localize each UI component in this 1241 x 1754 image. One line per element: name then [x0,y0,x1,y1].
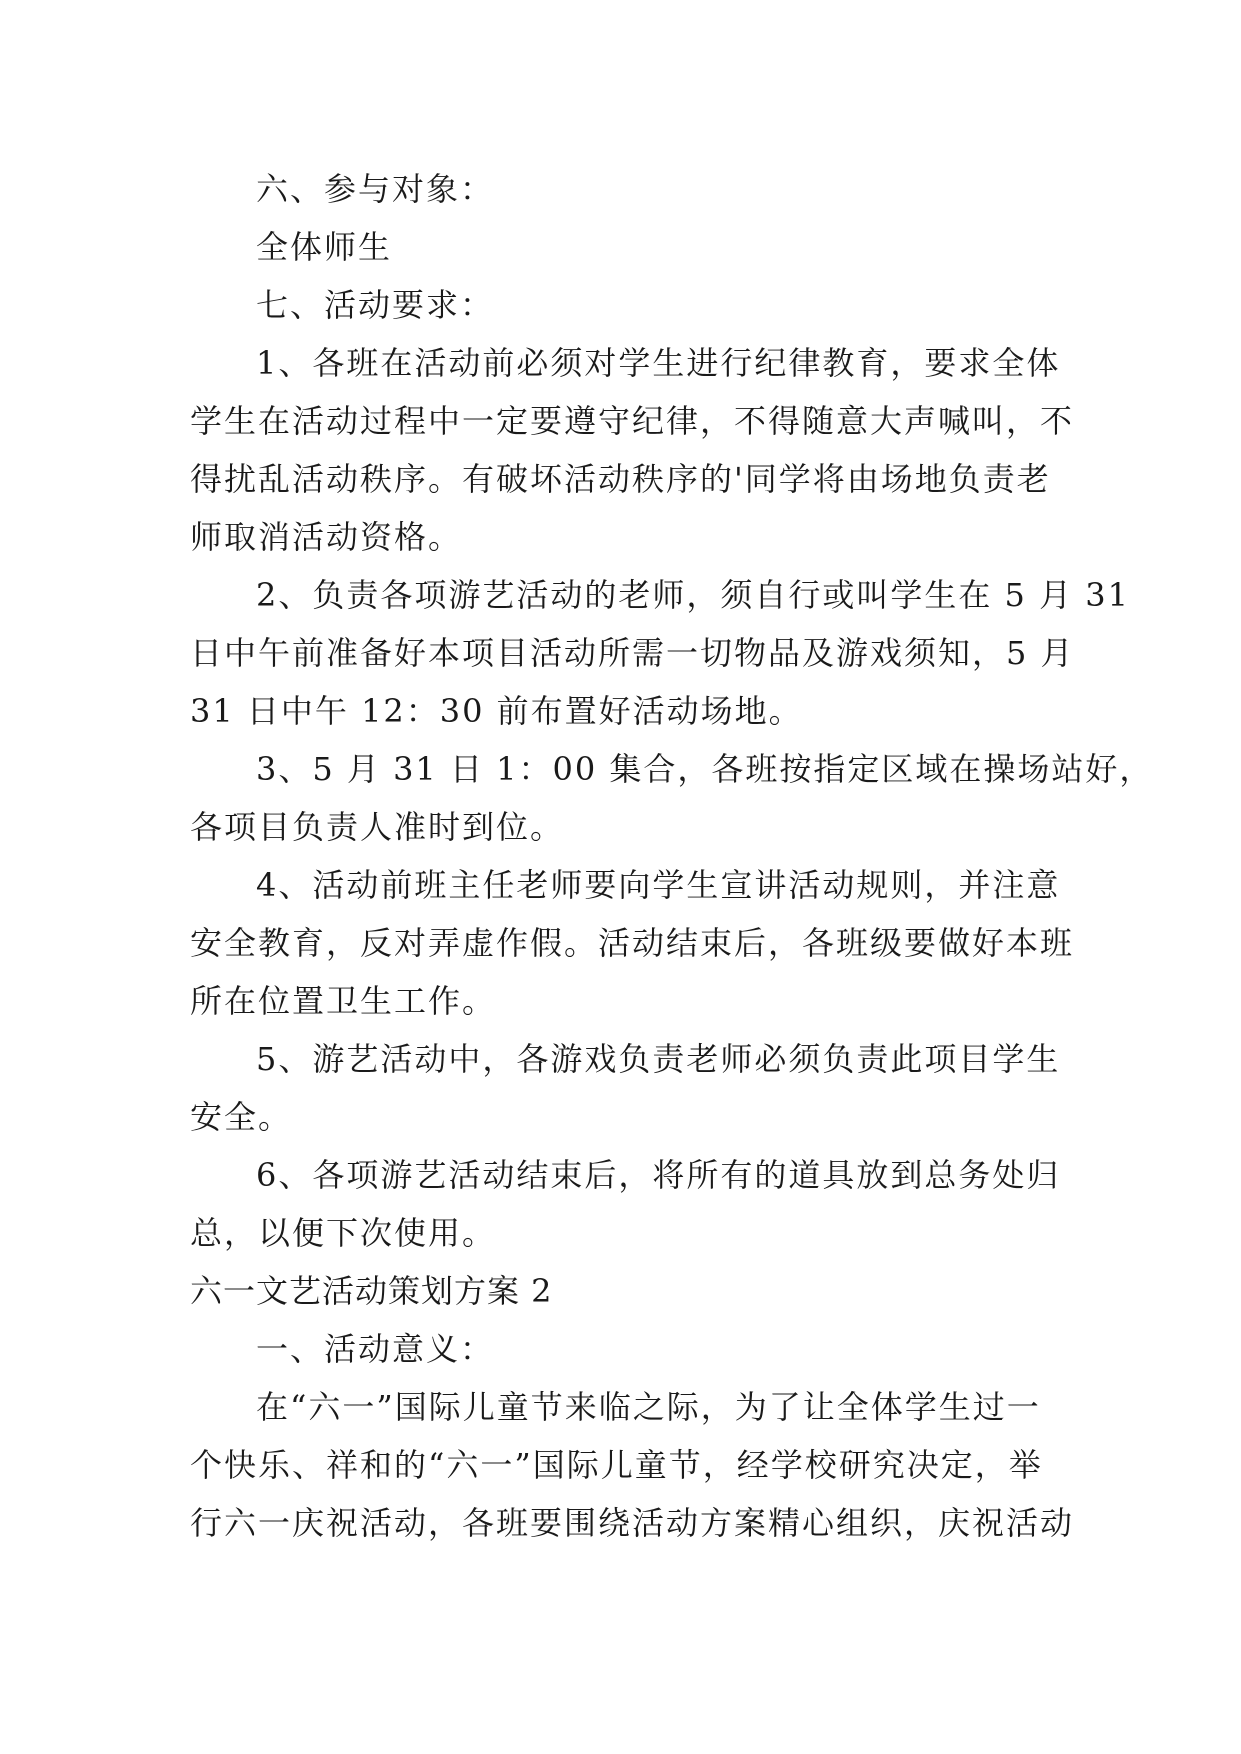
paragraph-text: 3、5 月 31 日 1：00 集合，各班按指定区域在操场站好， [256,750,1154,788]
paragraph-text: 6、各项游艺活动结束后，将所有的道具放到总务处归 [256,1156,1061,1194]
paragraph-text: 2、负责各项游艺活动的老师，须自行或叫学生在 5 月 31 [256,576,1130,614]
paragraph-text: 行六一庆祝活动，各班要围绕活动方案精心组织，庆祝活动 [190,1504,1075,1542]
paragraph-text: 安全。 [190,1098,293,1136]
paragraph-text: 总，以便下次使用。 [190,1214,497,1252]
paragraph-text: 4、活动前班主任老师要向学生宣讲活动规则，并注意 [256,866,1061,904]
paragraph-text: 学生在活动过程中一定要遵守纪律，不得随意大声喊叫，不 [190,402,1075,440]
section-heading-requirements: 七、活动要求： [256,286,495,324]
paragraph-text: 得扰乱活动秩序。有破坏活动秩序的'同学将由场地负责老 [190,460,1051,498]
paragraph-text: 31 日中午 12：30 前布置好活动场地。 [190,692,803,730]
paragraph-text: 各项目负责人准时到位。 [190,808,565,846]
paragraph-text: 所在位置卫生工作。 [190,982,497,1020]
document-body [190,160,1154,1552]
paragraph-text: 全体师生 [256,228,393,266]
section-heading-participants: 六、参与对象： [256,170,495,208]
paragraph-text: 5、游艺活动中，各游戏负责老师必须负责此项目学生 [256,1040,1061,1078]
section-heading-significance: 一、活动意义： [256,1330,495,1368]
paragraph-text: 在“六一”国际儿童节来临之际，为了让全体学生过一 [256,1388,1041,1426]
paragraph-text: 师取消活动资格。 [190,518,463,556]
paragraph-text: 安全教育，反对弄虚作假。活动结束后，各班级要做好本班 [190,924,1075,962]
paragraph-text: 1、各班在活动前必须对学生进行纪律教育，要求全体 [256,344,1061,382]
document-section-title: 六一文艺活动策划方案 2 [190,1272,553,1310]
paragraph-text: 个快乐、祥和的“六一”国际儿童节，经学校研究决定，举 [190,1446,1043,1484]
paragraph-text: 日中午前准备好本项目活动所需一切物品及游戏须知，5 月 [190,634,1075,672]
